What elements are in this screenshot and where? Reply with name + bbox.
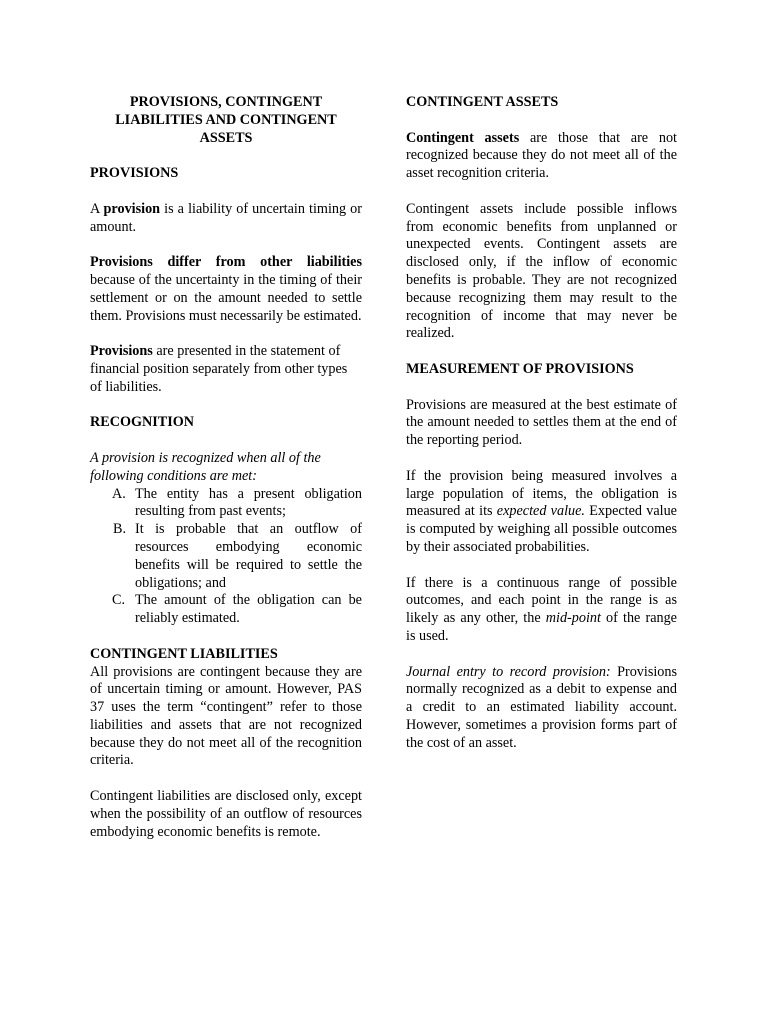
recognition-conditions-list	[90, 486, 362, 628]
measurement-heading: MEASUREMENT OF PROVISIONS	[406, 360, 634, 377]
provisions-heading: PROVISIONS	[90, 165, 179, 182]
list-item: A. The entity has a present obligation resulting from past events;	[112, 485, 362, 520]
recognition-heading: RECOGNITION	[90, 414, 195, 431]
provisions-presentation-paragraph: Provisions are presented in the statement of financial position separately from other types of liabilities.	[90, 343, 348, 395]
contingent-assets-paragraph-2: Contingent assets include possible inflows from economic benefits from unplanned or unexpected events. Contingent assets are disclosed only, if the inflow of economic benefits is probable. They are not recognized because recognizing them may result to the recognition of income that may never be realized.	[406, 200, 677, 342]
contingent-liabilities-heading: CONTINGENT LIABILITIES	[90, 645, 278, 662]
list-item: B. It is probable that an outflow of resources embodying economic benefits will be required to settle the obligations; and	[113, 521, 362, 591]
contingent-assets-heading: CONTINGENT ASSETS	[406, 94, 559, 110]
list-item: C. The amount of the obligation can be reliably estimated.	[112, 592, 362, 627]
contingent-liabilities-paragraph-1: All provisions are contingent because they are of uncertain timing or amount. However, PAS 37 uses the term “contingent” refer to those liabilities and assets that are not recognized because they do not meet all of the recognition criteria.	[90, 663, 362, 769]
right-column	[406, 94, 677, 752]
measurement-paragraph-1: Provisions are measured at the best estimate of the amount needed to settles them at the end of the reporting period.	[406, 396, 677, 449]
left-column	[90, 94, 362, 841]
journal-entry-paragraph: Journal entry to record provision: Provisions normally recognized as a debit to expense and a credit to an estimated liability account. However, sometimes a provision forms part of the cost of an asset.	[406, 663, 677, 751]
measurement-paragraph-3: If there is a continuous range of possible outcomes, and each point in the range is as likely as any other, the mid-point of the range is used.	[406, 574, 677, 644]
contingent-assets-paragraph-1: Contingent assets are those that are not recognized because they do not meet all of the asset recognition criteria.	[406, 129, 677, 182]
recognition-intro: A provision is recognized when all of the following conditions are met:	[90, 449, 321, 484]
provisions-differ-paragraph: Provisions differ from other liabilities because of the uncertainty in the timing of their settlement or on the amount needed to settle them. Provisions must necessarily be estimated.	[90, 254, 362, 324]
document-title: PROVISIONS, CONTINGENT LIABILITIES AND CONTINGENT ASSETS	[115, 94, 337, 146]
provision-definition: A provision is a liability of uncertain timing or amount.	[90, 200, 362, 235]
contingent-liabilities-paragraph-2: Contingent liabilities are disclosed only, except when the possibility of an outflow of resources embodying economic benefits is remote.	[90, 788, 362, 840]
measurement-paragraph-2: If the provision being measured involves a large population of items, the obligation is measured at its expected value. Expected value is computed by weighing all possible outcomes by their associated probabilities.	[406, 467, 677, 555]
